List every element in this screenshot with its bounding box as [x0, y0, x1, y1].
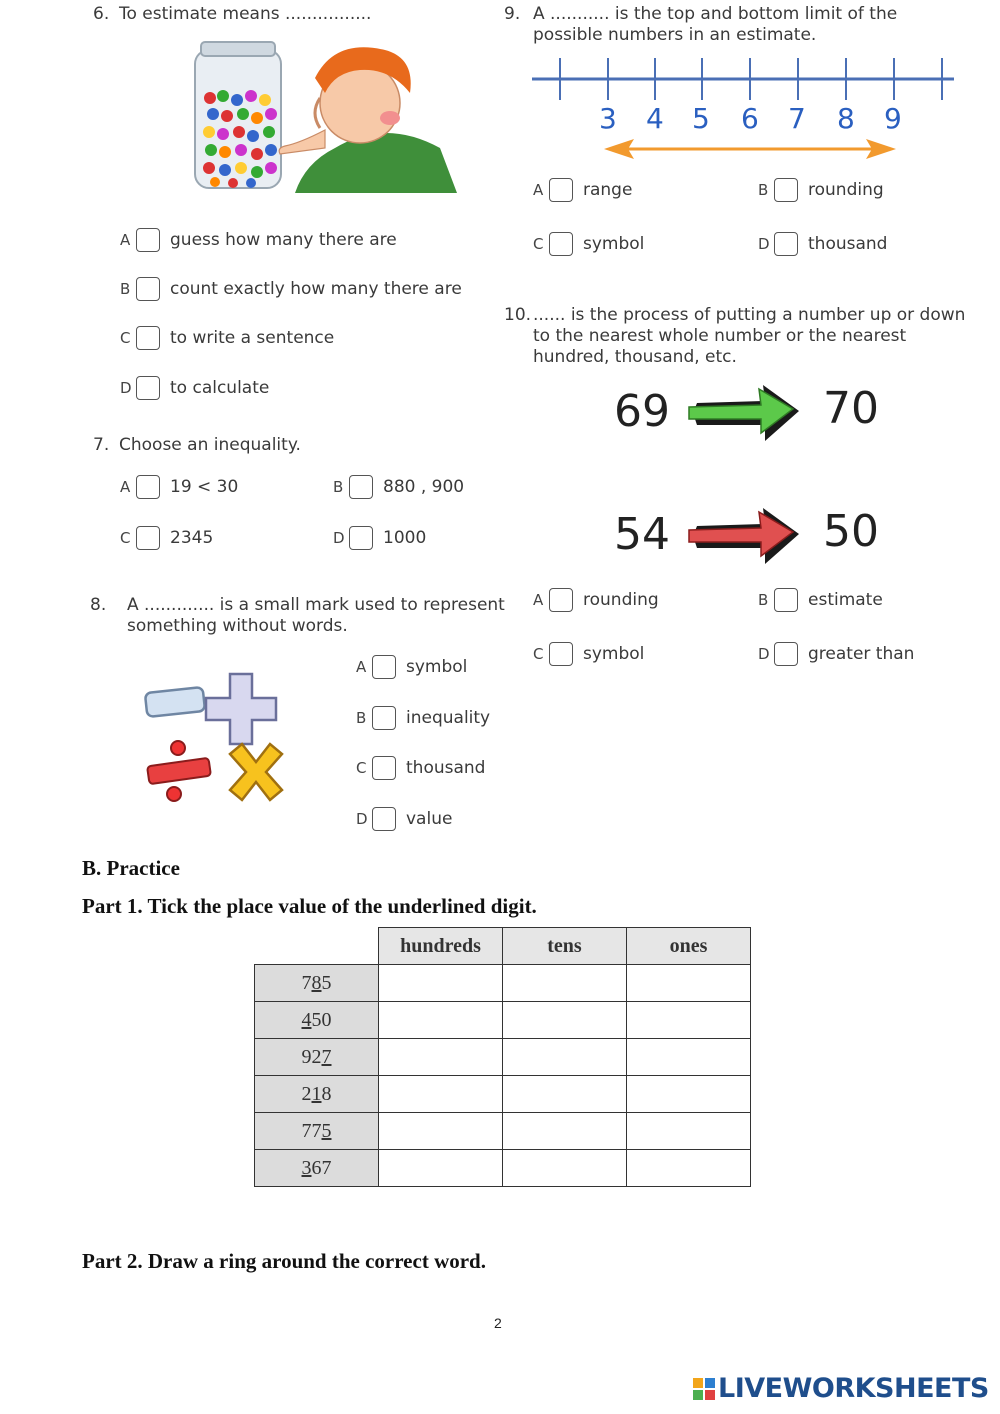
q8-option-a: A symbol — [356, 657, 468, 677]
example1-from: 69 — [614, 386, 670, 437]
tick-cell[interactable] — [627, 1002, 751, 1039]
checkbox[interactable] — [349, 526, 373, 550]
table-row — [255, 1002, 751, 1039]
tick-cell[interactable] — [379, 1113, 503, 1150]
tick-cell[interactable] — [503, 1039, 627, 1076]
tick-label-5: 5 — [692, 102, 710, 135]
tick-cell[interactable] — [379, 1039, 503, 1076]
checkbox[interactable] — [136, 475, 160, 499]
q10-option-c: C symbol — [533, 644, 645, 664]
green-arrow-icon — [685, 381, 805, 445]
place-value-table — [254, 927, 751, 1187]
tick-label-9: 9 — [884, 102, 902, 135]
q9-option-a: A range — [533, 180, 633, 200]
checkbox[interactable] — [774, 642, 798, 666]
checkbox[interactable] — [136, 228, 160, 252]
q6-option-c: C to write a sentence — [120, 328, 335, 348]
tick-label-3: 3 — [599, 102, 617, 135]
q9-prompt: 9. A ........... is the top and bottom limit of the possible numbers in an estimate. — [504, 4, 898, 45]
row-number: 367 — [255, 1150, 379, 1187]
tick-label-7: 7 — [788, 102, 806, 135]
table-row — [255, 1150, 751, 1187]
column-hundreds: hundreds — [379, 928, 503, 965]
checkbox[interactable] — [136, 277, 160, 301]
liveworksheets-logo — [692, 1373, 989, 1404]
checkbox[interactable] — [372, 706, 396, 730]
row-number: 775 — [255, 1113, 379, 1150]
checkbox[interactable] — [549, 588, 573, 612]
tick-cell[interactable] — [627, 1150, 751, 1187]
q8-prompt: 8. A ............. is a small mark used to represent something without words. — [90, 595, 505, 636]
q6-option-d: D to calculate — [120, 378, 270, 398]
divide-icon — [147, 741, 211, 801]
checkbox[interactable] — [774, 178, 798, 202]
table-header-row — [255, 928, 751, 965]
checkbox[interactable] — [349, 475, 373, 499]
checkbox[interactable] — [774, 588, 798, 612]
boy-icon — [279, 47, 457, 193]
tick-cell[interactable] — [503, 965, 627, 1002]
part1-heading: Part 1. Tick the place value of the underlined digit. — [82, 894, 537, 918]
tick-cell[interactable] — [379, 1150, 503, 1187]
range-arrow-icon — [604, 139, 896, 159]
checkbox[interactable] — [549, 178, 573, 202]
math-symbols-illustration — [138, 668, 288, 813]
q10-option-b: B estimate — [758, 590, 883, 610]
table-row — [255, 1039, 751, 1076]
q9-option-b: B rounding — [758, 180, 884, 200]
q6-option-a: A guess how many there are — [120, 230, 397, 250]
q10-option-a: A rounding — [533, 590, 659, 610]
multiply-icon — [230, 744, 282, 800]
q7-option-d: D 1000 — [333, 528, 427, 548]
q9-option-d: D thousand — [758, 234, 888, 254]
logo-grid-icon — [692, 1376, 716, 1402]
example2-from: 54 — [614, 509, 670, 560]
part2-heading: Part 2. Draw a ring around the correct word. — [82, 1249, 486, 1273]
example2-to: 50 — [823, 506, 879, 557]
q8-option-c: C thousand — [356, 758, 486, 778]
tick-label-4: 4 — [646, 102, 664, 135]
tick-label-8: 8 — [837, 102, 855, 135]
tick-cell[interactable] — [627, 1113, 751, 1150]
q8-option-b: B inequality — [356, 708, 491, 728]
table-row — [255, 1113, 751, 1150]
checkbox[interactable] — [136, 376, 160, 400]
tick-cell[interactable] — [379, 965, 503, 1002]
red-arrow-icon — [685, 504, 805, 568]
tick-cell[interactable] — [627, 965, 751, 1002]
tick-cell[interactable] — [627, 1076, 751, 1113]
checkbox[interactable] — [549, 642, 573, 666]
tick-cell[interactable] — [503, 1076, 627, 1113]
q7-prompt: 7. Choose an inequality. — [93, 435, 301, 455]
tick-cell[interactable] — [503, 1113, 627, 1150]
q6-option-b: B count exactly how many there are — [120, 279, 462, 299]
checkbox[interactable] — [136, 326, 160, 350]
tick-cell[interactable] — [379, 1076, 503, 1113]
checkbox[interactable] — [136, 526, 160, 550]
example1-to: 70 — [823, 383, 879, 434]
row-number: 785 — [255, 965, 379, 1002]
q6-prompt: 6. To estimate means ................ — [93, 4, 372, 24]
table-row — [255, 1076, 751, 1113]
checkbox[interactable] — [372, 807, 396, 831]
q9-option-c: C symbol — [533, 234, 645, 254]
tick-cell[interactable] — [379, 1002, 503, 1039]
row-number: 927 — [255, 1039, 379, 1076]
practice-heading: B. Practice — [82, 856, 180, 880]
q7-option-c: C 2345 — [120, 528, 214, 548]
table-corner — [255, 928, 379, 965]
checkbox[interactable] — [372, 756, 396, 780]
tick-cell[interactable] — [503, 1002, 627, 1039]
tick-cell[interactable] — [503, 1150, 627, 1187]
checkbox[interactable] — [372, 655, 396, 679]
page-number: 2 — [494, 1315, 502, 1331]
q7-option-b: B 880 , 900 — [333, 477, 465, 497]
column-tens: tens — [503, 928, 627, 965]
table-row — [255, 965, 751, 1002]
q8-option-d: D value — [356, 809, 453, 829]
plus-icon — [206, 674, 276, 744]
jar-boy-illustration — [185, 38, 465, 198]
q10-prompt: 10. ...... is the process of putting a number up or down to the nearest whole number or the nearest hundred, thousand, etc. — [504, 305, 966, 367]
tick-label-6: 6 — [741, 102, 759, 135]
minus-icon — [145, 687, 205, 717]
tick-cell[interactable] — [627, 1039, 751, 1076]
q10-option-d: D greater than — [758, 644, 915, 664]
checkbox[interactable] — [774, 232, 798, 256]
brand-text: LIVEWORKSHEETS — [718, 1373, 989, 1404]
q7-option-a: A 19 < 30 — [120, 477, 239, 497]
column-ones: ones — [627, 928, 751, 965]
checkbox[interactable] — [549, 232, 573, 256]
row-number: 450 — [255, 1002, 379, 1039]
row-number: 218 — [255, 1076, 379, 1113]
